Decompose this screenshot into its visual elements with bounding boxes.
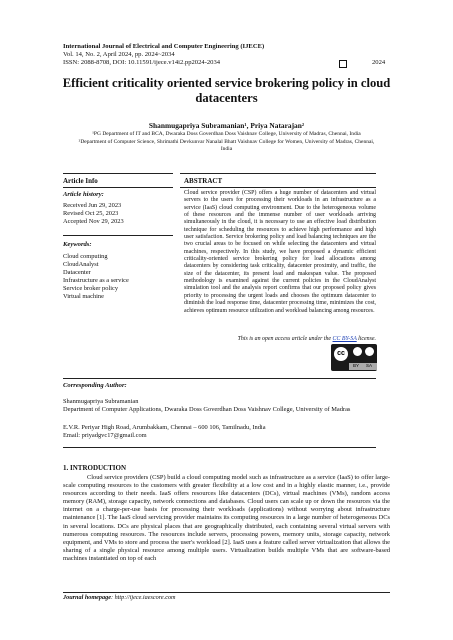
history-label: Article history: xyxy=(63,191,104,198)
cc-logo-icon: cc xyxy=(334,347,348,361)
affiliation-1: ¹PG Department of IT and BCA, Dwaraka Doss Goverdhan Doss Vaishnav College, University of Madras, Chennai, India xyxy=(92,131,361,137)
authors: Shanmugapriya Subramanian¹, Priya Natarajan² xyxy=(148,121,305,130)
accepted-date: Accepted Nov 29, 2023 xyxy=(63,218,124,225)
paper-title: Efficient criticality oriented service brokering policy in cloud datacenters xyxy=(62,76,391,105)
abstract-heading: ABSTRACT xyxy=(184,177,223,185)
intro-text: Cloud service providers (CSP) build a cloud computing model such as infrastructure as a service (IaaS) to offer large-scale computing resources to the customers with greater flexibility at a low cost and in a highly elastic manner, i.e., provide resources according to their needs. IaaS offers resources like datacenters (DCs), virtual machines (VMs), random access memory (RAM), storage capacity, network connections and databases. Cloud users can scale up or down the resources via the internet on a charge-per-use basis for processing their workloads (applications) without worrying about infrastructure maintenance [1]. The IaaS cloud servicing provider maintains its computing resources in a large number of heterogeneous DCs in several locations. DCs are physical places that are geographically distributed, each containing several virtual servers with numerous computing resources. The resources include servers, processing powers, memory units, storage capacity, network equipment, and VMs to store and process the user's workload [2]. IaaS uses a feature called server virtualization that allows the sharing of a single physical resource among multiple users. Virtualization builds multiple VMs that are software-based machines instantiated on top of each xyxy=(63,474,390,562)
page-number: 2024 xyxy=(372,59,386,66)
issn-line: ISSN: 2088-8708, DOI: 10.11591/ijece.v14i2.pp2024-2034 xyxy=(63,59,221,66)
footer-rule xyxy=(63,592,390,593)
keyword: Cloud computing xyxy=(63,253,108,260)
by-label: BY xyxy=(353,363,360,368)
homepage-label: Journal homepage xyxy=(63,594,111,601)
keywords-label: Keywords: xyxy=(63,241,92,248)
page-box-icon xyxy=(339,60,347,68)
affiliation-2: ²Department of Computer Science, Shrimathi Devkunvar Nanalal Bhatt Vaishnav College for Women, University of Madras, Chennai, India xyxy=(78,139,375,152)
license-prefix: This is an open access article under the xyxy=(237,336,333,342)
keyword: CloudAnalyst xyxy=(63,261,99,268)
corresponding-dept: Department of Computer Applications, Dwaraka Doss Goverdhan Doss Vaishnav College, University of Madras xyxy=(63,406,351,413)
rule-right-top xyxy=(180,173,376,174)
keyword: Datacenter xyxy=(63,269,91,276)
corresponding-name: Shanmugapriya Subramanian xyxy=(63,398,139,405)
license-line xyxy=(184,336,376,342)
corresponding-email[interactable]: Email: priyadgvc17@gmail.com xyxy=(63,432,147,439)
revised-date: Revised Oct 25, 2023 xyxy=(63,210,119,217)
rule-after-corresponding xyxy=(63,447,376,448)
volume-line: Vol. 14, No. 2, April 2024, pp. 2024~2034 xyxy=(63,51,175,58)
sa-share-icon xyxy=(365,347,374,356)
journal-homepage xyxy=(63,594,176,601)
sa-label: SA xyxy=(366,363,373,368)
journal-name: International Journal of Electrical and Computer Engineering (IJECE) xyxy=(63,43,265,50)
rule-right-mid xyxy=(180,187,376,188)
license-link[interactable]: CC BY-SA xyxy=(332,336,357,342)
keyword: Infrastructure as a service xyxy=(63,277,129,284)
homepage-url[interactable]: : http://ijece.iaescore.com xyxy=(110,594,176,601)
rule-left-top xyxy=(63,173,173,174)
intro-heading: 1. INTRODUCTION xyxy=(63,464,127,472)
corresponding-heading: Corresponding Author: xyxy=(63,382,127,389)
cc-by-sa-badge[interactable] xyxy=(331,344,377,371)
keyword: Virtual machine xyxy=(63,293,104,300)
license-suffix: license. xyxy=(356,336,376,342)
article-info-heading: Article Info xyxy=(63,177,98,185)
rule-left-mid xyxy=(63,187,173,188)
abstract-text: Cloud service provider (CSP) offers a huge number of datacenters and virtual servers to the users for processing their workloads in an infrastructure as a service (IaaS) cloud computing environment. Due to the heterogeneous volume of these resources and the immense number of user workloads arriving simultaneously in the cloud, it is necessary to use an effective load distribution technique for scheduling the resources to achieve high performance and high user satisfaction. Service brokering policy and load balancing techniques are the two crucial areas to be focused on while selecting the datacenters and virtual machines, respectively. In this study, we have proposed a dynamic efficient criticality-oriented service brokering policy for load allocations among datacenters by considering task criticality, datacenter proximity, and traffic, the size of the datacenter, its present load and makespan value. The proposed methodology is examined against the current policies in the CloudAnalyst simulation tool and the analysis report confirms that our proposed policy gives priority to processing the urgent loads and chooses the optimum datacenter to diminish the load response time, datacenter processing time, minimizes the cost, achieves optimum resource utilization and workload balancing among resources. xyxy=(184,190,376,314)
received-date: Received Jun 29, 2023 xyxy=(63,202,122,209)
by-person-icon xyxy=(353,347,362,356)
keyword: Service broker policy xyxy=(63,285,119,292)
rule-before-corresponding xyxy=(63,378,376,379)
corresponding-address: E.V.R. Periyar High Road, Arumbakkam, Chennai – 600 106, Tamilnadu, India xyxy=(63,424,266,431)
rule-keywords xyxy=(63,235,173,236)
